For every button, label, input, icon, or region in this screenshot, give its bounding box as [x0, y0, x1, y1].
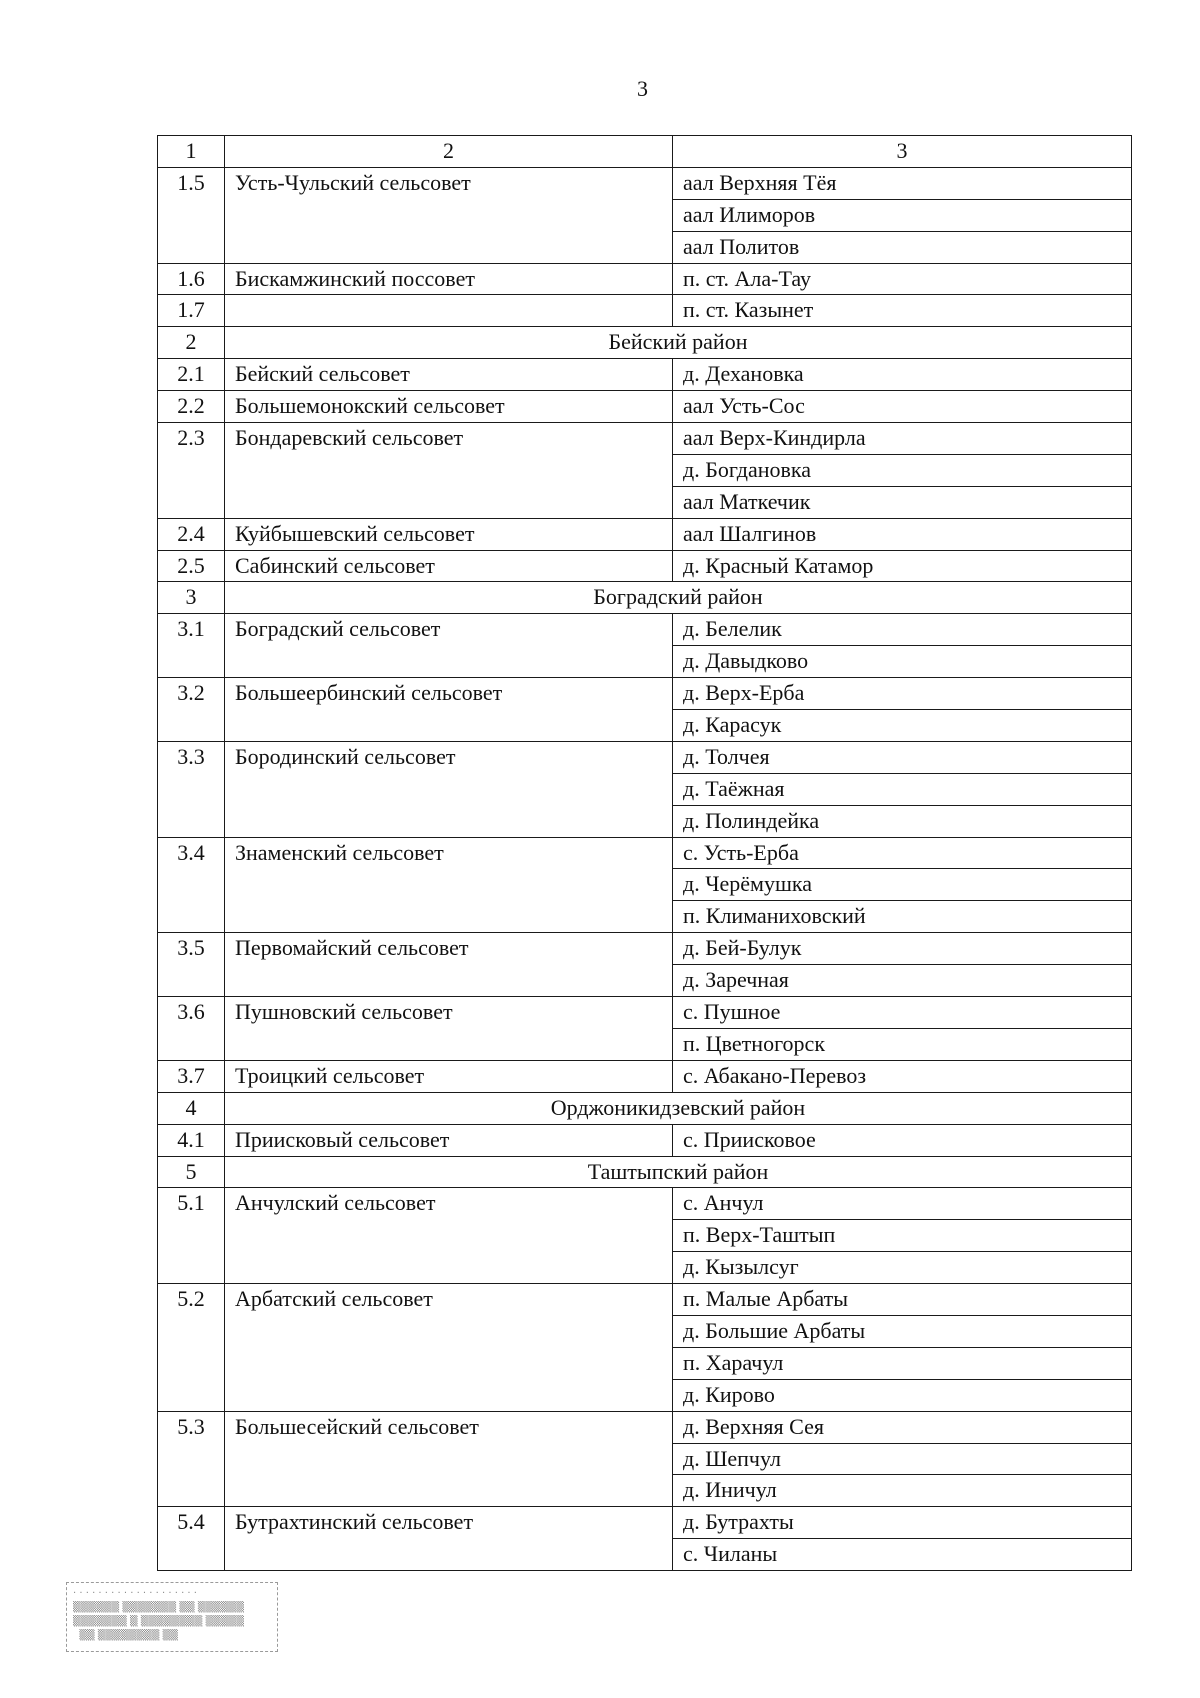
- table-row: [158, 167, 1132, 199]
- settlements-table: [157, 135, 1132, 1571]
- table-row: [158, 1284, 1132, 1316]
- district-row: [158, 327, 1132, 359]
- table-row: [158, 550, 1132, 582]
- settlement-name: аал Шалгинов: [673, 518, 1132, 550]
- header-col-3: 3: [673, 136, 1132, 168]
- settlement-name: п. ст. Казынет: [673, 295, 1132, 327]
- settlement-name: д. Иничул: [673, 1475, 1132, 1507]
- settlement-name: д. Дехановка: [673, 359, 1132, 391]
- council-name: Боградский сельсовет: [225, 614, 673, 678]
- page-number: 3: [637, 76, 648, 101]
- settlement-name: п. Малые Арбаты: [673, 1284, 1132, 1316]
- table-row: [158, 1060, 1132, 1092]
- settlement-name: с. Приисковое: [673, 1124, 1132, 1156]
- council-number: 4.1: [158, 1124, 225, 1156]
- table-row: [158, 741, 1132, 773]
- table-row: [158, 1411, 1132, 1443]
- district-name: Бейский район: [225, 327, 1132, 359]
- district-name: Таштыпский район: [225, 1156, 1132, 1188]
- council-name: Куйбышевский сельсовет: [225, 518, 673, 550]
- settlement-name: д. Кирово: [673, 1379, 1132, 1411]
- settlement-name: п. Верх-Таштып: [673, 1220, 1132, 1252]
- table-row: [158, 295, 1132, 327]
- council-number: 3.4: [158, 837, 225, 933]
- settlement-name: аал Усть-Сос: [673, 391, 1132, 423]
- council-number: 1.7: [158, 295, 225, 327]
- settlement-name: д. Верхняя Сея: [673, 1411, 1132, 1443]
- settlement-name: д. Толчея: [673, 741, 1132, 773]
- district-name: Боградский район: [225, 582, 1132, 614]
- table-row: [158, 1124, 1132, 1156]
- council-number: 2.2: [158, 391, 225, 423]
- council-name: Усть-Чульский сельсовет: [225, 167, 673, 263]
- settlement-name: д. Бей-Булук: [673, 933, 1132, 965]
- council-name: Бородинский сельсовет: [225, 741, 673, 837]
- settlement-name: аал Верх-Киндирла: [673, 423, 1132, 455]
- council-number: 3.5: [158, 933, 225, 997]
- council-number: 3.3: [158, 741, 225, 837]
- table-row: [158, 518, 1132, 550]
- district-number: 3: [158, 582, 225, 614]
- settlement-name: д. Полиндейка: [673, 805, 1132, 837]
- table-row: [158, 997, 1132, 1029]
- header-col-2: 2: [225, 136, 673, 168]
- table-row: [158, 359, 1132, 391]
- settlement-name: д. Верх-Ерба: [673, 678, 1132, 710]
- settlement-name: п. Харачул: [673, 1347, 1132, 1379]
- settlement-name: д. Красный Катамор: [673, 550, 1132, 582]
- settlement-name: аал Илиморов: [673, 199, 1132, 231]
- official-stamp: · · · · · · · · · · · · · · · · · · · · ▒▒▒▒▒▒ ▒▒▒▒▒▒▒ ▒▒ ▒▒▒▒▒▒ ▒▒▒▒▒▒▒ ▒ ▒▒▒▒▒▒▒▒ ▒▒▒▒▒ ▒▒ ▒▒▒▒▒▒▒▒ ▒▒: [66, 1582, 278, 1652]
- settlement-name: д. Кызылсуг: [673, 1252, 1132, 1284]
- council-number: 3.6: [158, 997, 225, 1061]
- settlement-name: п. ст. Ала-Тау: [673, 263, 1132, 295]
- table-row: [158, 1507, 1132, 1539]
- council-number: 5.2: [158, 1284, 225, 1412]
- table-row: [158, 391, 1132, 423]
- settlement-name: аал Верхняя Тёя: [673, 167, 1132, 199]
- council-name: Троицкий сельсовет: [225, 1060, 673, 1092]
- council-number: 2.1: [158, 359, 225, 391]
- council-number: 2.4: [158, 518, 225, 550]
- table-header-row: [158, 136, 1132, 168]
- district-number: 5: [158, 1156, 225, 1188]
- council-name: Бутрахтинский сельсовет: [225, 1507, 673, 1571]
- settlement-name: аал Маткечик: [673, 486, 1132, 518]
- table-row: [158, 678, 1132, 710]
- council-number: 3.1: [158, 614, 225, 678]
- settlement-name: с. Абакано-Перевоз: [673, 1060, 1132, 1092]
- settlement-name: д. Таёжная: [673, 773, 1132, 805]
- council-name: Большемонокский сельсовет: [225, 391, 673, 423]
- settlement-name: д. Давыдково: [673, 646, 1132, 678]
- council-name: Бейский сельсовет: [225, 359, 673, 391]
- council-number: 2.3: [158, 423, 225, 519]
- council-name: Большеербинский сельсовет: [225, 678, 673, 742]
- district-number: 4: [158, 1092, 225, 1124]
- council-name: Знаменский сельсовет: [225, 837, 673, 933]
- district-row: [158, 1092, 1132, 1124]
- council-number: 1.5: [158, 167, 225, 263]
- settlement-name: с. Усть-Ерба: [673, 837, 1132, 869]
- table-row: [158, 423, 1132, 455]
- district-row: [158, 1156, 1132, 1188]
- table-row: [158, 837, 1132, 869]
- settlement-name: с. Анчул: [673, 1188, 1132, 1220]
- table-row: [158, 614, 1132, 646]
- council-number: 5.4: [158, 1507, 225, 1571]
- district-name: Орджоникидзевский район: [225, 1092, 1132, 1124]
- settlement-name: п. Климаниховский: [673, 901, 1132, 933]
- settlement-name: д. Богдановка: [673, 454, 1132, 486]
- council-name: Первомайский сельсовет: [225, 933, 673, 997]
- council-name: Бондаревский сельсовет: [225, 423, 673, 519]
- council-number: 1.6: [158, 263, 225, 295]
- settlement-name: д. Черёмушка: [673, 869, 1132, 901]
- council-name: Приисковый сельсовет: [225, 1124, 673, 1156]
- district-row: [158, 582, 1132, 614]
- table-row: [158, 1188, 1132, 1220]
- settlement-name: д. Белелик: [673, 614, 1132, 646]
- settlement-name: с. Пушное: [673, 997, 1132, 1029]
- header-col-1: 1: [158, 136, 225, 168]
- table-row: [158, 933, 1132, 965]
- settlement-name: д. Шепчул: [673, 1443, 1132, 1475]
- settlement-name: д. Большие Арбаты: [673, 1315, 1132, 1347]
- council-name: Анчулский сельсовет: [225, 1188, 673, 1284]
- settlement-name: аал Политов: [673, 231, 1132, 263]
- settlement-name: д. Карасук: [673, 710, 1132, 742]
- council-name: Сабинский сельсовет: [225, 550, 673, 582]
- council-name: Арбатский сельсовет: [225, 1284, 673, 1412]
- council-name: [225, 295, 673, 327]
- council-number: 3.2: [158, 678, 225, 742]
- settlement-name: д. Заречная: [673, 965, 1132, 997]
- council-number: 3.7: [158, 1060, 225, 1092]
- council-number: 5.1: [158, 1188, 225, 1284]
- settlement-name: д. Бутрахты: [673, 1507, 1132, 1539]
- council-name: Большесейский сельсовет: [225, 1411, 673, 1507]
- settlement-name: с. Чиланы: [673, 1539, 1132, 1571]
- district-number: 2: [158, 327, 225, 359]
- settlement-name: п. Цветногорск: [673, 1028, 1132, 1060]
- council-number: 2.5: [158, 550, 225, 582]
- settlements-table-body: [158, 136, 1132, 1571]
- council-number: 5.3: [158, 1411, 225, 1507]
- council-name: Пушновский сельсовет: [225, 997, 673, 1061]
- table-row: [158, 263, 1132, 295]
- council-name: Бискамжинский поссовет: [225, 263, 673, 295]
